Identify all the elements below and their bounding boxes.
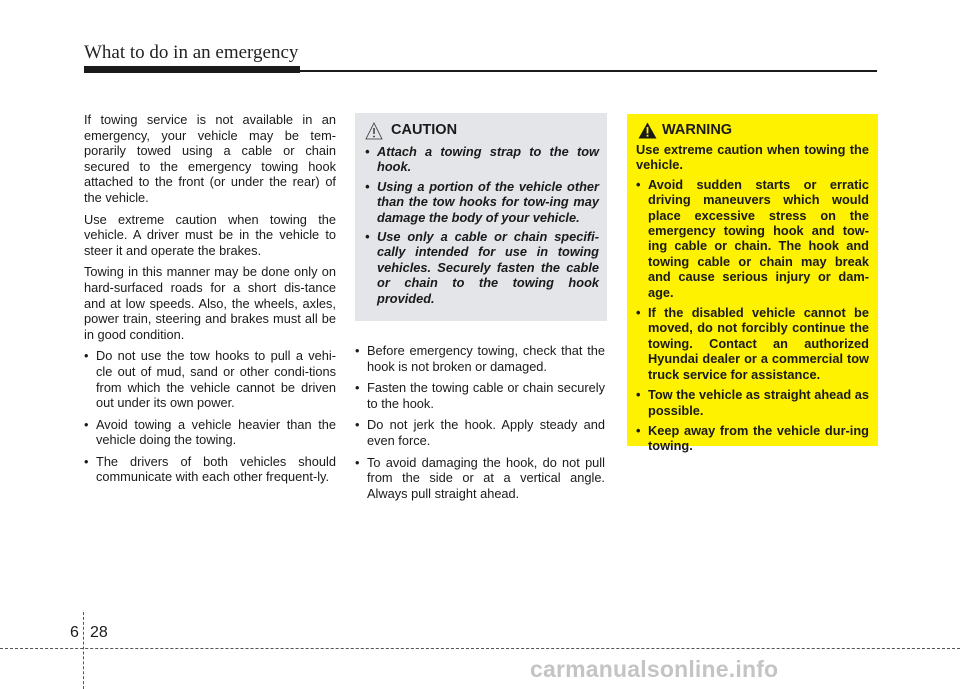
warning-item: • Tow the vehicle as straight ahead as possible. <box>636 387 869 418</box>
warning-item: • Avoid sudden starts or erratic driving maneuvers which would place excessive stress on the emergency towing hook and tow-ing cable or chain. The hook and towing cable or chain may break and cause serious injury or dam-age. <box>636 177 869 300</box>
caution-icon <box>365 122 383 140</box>
warning-intro: Use extreme caution when towing the vehicle. <box>636 142 869 173</box>
list-item: • Do not jerk the hook. Apply steady and even force. <box>355 417 605 448</box>
middle-column <box>355 343 605 507</box>
list-item: • The drivers of both vehicles should communicate with each other frequent-ly. <box>84 454 336 485</box>
caution-item: • Using a portion of the vehicle other than the tow hooks for tow-ing may damage the body of your vehicle. <box>365 179 599 225</box>
paragraph: Towing in this manner may be done only on hard-surfaced roads for a short dis-tance and at low speeds. Also, the wheels, axles, power train, steering and brakes must all be in good condition. <box>84 264 336 342</box>
caution-item: • Attach a towing strap to the tow hook. <box>365 144 599 175</box>
warning-header <box>638 122 869 139</box>
caution-list <box>365 144 599 306</box>
watermark: carmanualsonline.info <box>530 656 779 682</box>
warning-list <box>636 177 869 454</box>
caution-box <box>355 113 607 321</box>
header-rule <box>84 70 877 72</box>
paragraph: Use extreme caution when towing the vehicle. A driver must be in the vehicle to steer it and operate the brakes. <box>84 211 336 258</box>
bullet-list <box>355 343 605 501</box>
caution-header <box>365 122 599 140</box>
warning-title: WARNING <box>662 121 733 138</box>
chapter-number: 6 <box>70 624 79 641</box>
section-header-title: What to do in an emergency <box>84 42 299 63</box>
list-item: • Fasten the towing cable or chain securely to the hook. <box>355 380 605 411</box>
footer-divider-horizontal <box>0 648 960 649</box>
warning-item: • If the disabled vehicle cannot be moved, do not forcibly continue the towing. Contact an authorized Hyundai dealer or a commercial tow truck service for assistance. <box>636 305 869 382</box>
warning-item: • Keep away from the vehicle dur-ing towing. <box>636 423 869 454</box>
paragraph: If towing service is not available in an emergency, your vehicle may be tem-porarily towed using a cable or chain secured to the emergency towing hook attached to the front (or under the rear) of the vehicle. <box>84 112 336 205</box>
list-item: • Do not use the tow hooks to pull a vehi-cle out of mud, sand or other condi-tions from which the vehicle cannot be driven out under its own power. <box>84 348 336 410</box>
list-item: • To avoid damaging the hook, do not pull from the side or at a vertical angle. Always pull straight ahead. <box>355 455 605 502</box>
warning-box <box>627 114 878 454</box>
list-item: • Avoid towing a vehicle heavier than the vehicle doing the towing. <box>84 417 336 448</box>
page-number: 28 <box>90 624 108 641</box>
list-item: • Before emergency towing, check that the hook is not broken or damaged. <box>355 343 605 374</box>
bullet-list <box>84 348 336 485</box>
footer-divider-vertical <box>83 612 84 689</box>
left-column <box>84 112 336 491</box>
caution-title: CAUTION <box>391 122 458 139</box>
caution-item: • Use only a cable or chain specifi-cally intended for use in towing vehicles. Securely fasten the cable or chain to the towing hook provided. <box>365 229 599 306</box>
warning-icon <box>638 122 657 139</box>
